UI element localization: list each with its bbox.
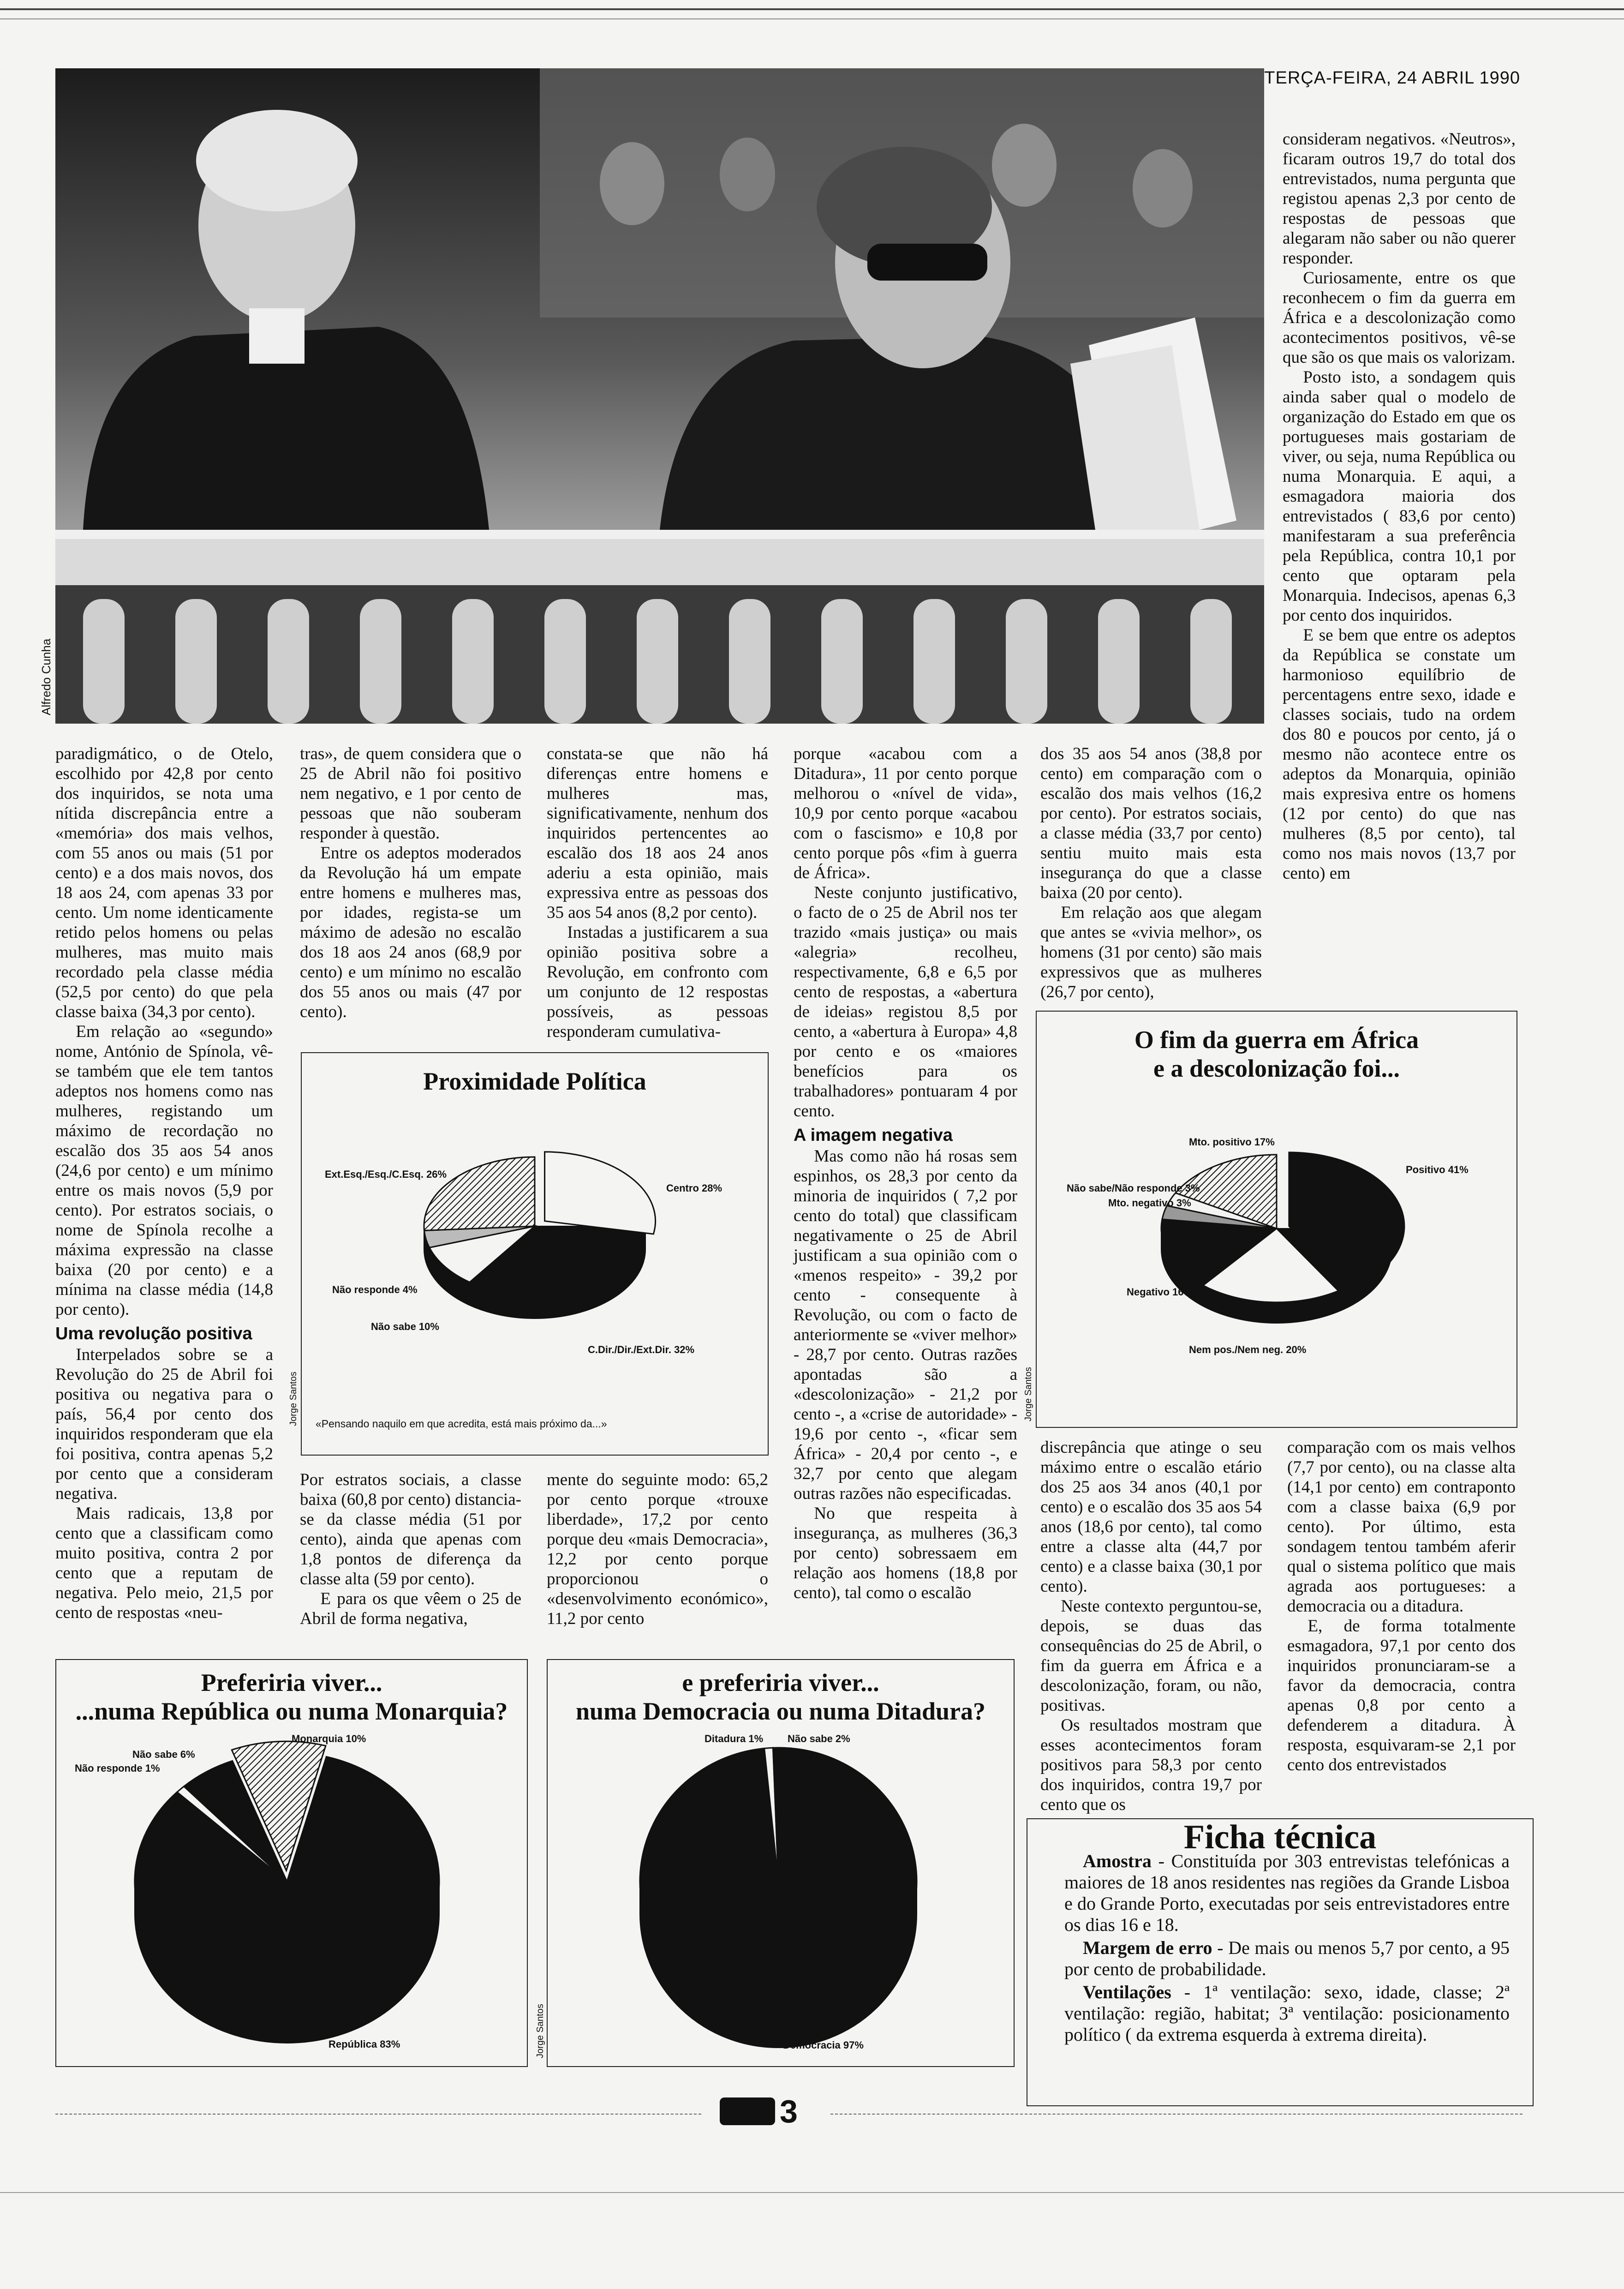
slice-label: Mto. negativo 3% <box>1108 1197 1191 1209</box>
paragraph: E se bem que entre os adeptos da República se constate um harmonioso equilíbrio de percentagens entre sexo, idade e classes sociais, tudo na ordem dos 80 e poucos por cento, já o mesmo não acontece entre os adeptos da Monarquia, opinião mais expresiva entre os homens (12 por cento) do que nas mulheres (8,5 por cento), tal como nos mais novos (13,7 por cento) em <box>1283 626 1516 883</box>
pie-chart <box>302 1104 768 1427</box>
column-3 <box>547 744 768 1042</box>
bottom-border <box>0 2192 1624 2193</box>
chart-credit: Jorge Santos <box>535 2004 545 2058</box>
section-heading: Uma revolução positiva <box>55 1324 252 1343</box>
slice-label: C.Dir./Dir./Ext.Dir. 32% <box>588 1344 695 1355</box>
paragraph: Entre os adeptos moderados da Revolução há um empate entre homens e mulheres mas, por idades, regista-se um máximo de adesão no escalão dos 18 aos 24 anos (68,9 por cento) e um mínimo no escalão dos 55 anos ou mais (47 por cento). <box>300 844 521 1021</box>
paragraph: Instadas a justificarem a sua opinião positiva sobre a Revolução, em confronto com um conjunto de 12 respostas possíveis, as pessoas responderam cumulativa- <box>547 923 768 1041</box>
column-4 <box>794 744 1017 1603</box>
slice-label: Ext.Esq./Esq./C.Esq. 26% <box>325 1168 447 1180</box>
paragraph: Mais radicais, 13,8 por cento que a classificam como muito positiva, contra 2 por cento que a reputam de negativa. Pelo meio, 21,5 por cento de respostas «neu- <box>55 1504 273 1622</box>
slice-label: Negativo 16% <box>1127 1286 1193 1298</box>
ficha-amostra <box>1064 1851 1510 1935</box>
page-date: TERÇA-FEIRA, 24 ABRIL 1990 <box>1264 68 1520 88</box>
photo-credit: Alfredo Cunha <box>39 638 53 715</box>
chart-proximidade-politica <box>301 1052 769 1456</box>
pie-slice <box>545 1152 656 1234</box>
chart-subtitle: numa Democracia ou numa Ditadura? <box>576 1697 985 1725</box>
paragraph: E, de forma totalmente esmagadora, 97,1 por cento dos inquiridos pronunciaram-se a favor da democracia, contra apenas 0,8 por cento a defenderem a ditadura. À resposta, esquivaram-se 2,1 por cento dos entrevistados <box>1287 1617 1516 1774</box>
paragraph: Neste conjunto justificativo, o facto de o 25 de Abril nos ter trazido «mais justiça» ou mais «alegria» recolheu, respectivamente, 6,8 e 6,5 por cento de respostas, a «abertura de ideias» registou 8,5 por cento, a «abertura à Europa» 4,8 por cento e os «maiores benefícios para os trabalhadores» pontuaram 4 por cento. <box>794 883 1017 1121</box>
chart-fim-guerra-africa <box>1036 1011 1517 1428</box>
section-heading: A imagem negativa <box>794 1126 953 1145</box>
slice-label: Não responde 4% <box>332 1284 418 1295</box>
column-5 <box>1040 744 1262 1002</box>
chart-credit: Jorge Santos <box>1023 1367 1033 1421</box>
chart-democracia-ditadura <box>547 1659 1015 2067</box>
paragraph: Mas como não há rosas sem espinhos, os 28,3 por cento da minoria de inquiridos ( 7,2 por cento do total) que classificam negativamente o 25 de Abril justificam a sua opinião com o «menos respeito» - 39,2 por cento - consequente à Revolução, ou com o facto de anteriormente se «viver melhor» - 28,7 por cento. Outras razões apontadas são a «descolonização» - 21,2 por cento -, a «crise de autoridade» - 19,6 por cento -, «ficar sem África» - 20,4 por cento -, e 32,7 por cento que alegam outras razões não especificadas. <box>794 1147 1017 1503</box>
photo-illustration <box>55 68 1264 724</box>
ficha-margem <box>1064 1937 1510 1980</box>
paragraph: mente do seguinte modo: 65,2 por cento porque «trouxe liberdade», 17,2 por cento porque deu «mais Democracia», 12,2 por cento porque proporcionou o «desenvolvimento económico», 11,2 por cento <box>547 1470 768 1628</box>
ficha-text: - De mais ou menos 5,7 por cento, a 95 por cento de probabilidade. <box>1064 1937 1510 1979</box>
paragraph: Posto isto, a sondagem quis ainda saber qual o modelo de organização do Estado em que os portugueses mais gostariam de viver, ou seja, numa República ou numa Monarquia. E aqui, a esmagadora maioria dos entrevistados ( 83,6 por cento) manifestaram a sua preferência pela República, contra 10,1 por cento que optaram pela Monarquia. Indecisos, apenas 6,3 por cento dos inquiridos. <box>1283 368 1516 625</box>
chart-credit: Jorge Santos <box>288 1372 299 1426</box>
top-border <box>0 8 1624 10</box>
slice-label: Ditadura 1% <box>705 1733 764 1744</box>
paragraph: constata-se que não há diferenças entre homens e mulheres mas, significativamente, nenhum dos inquiridos pertencentes ao escalão dos 18 aos 24 anos aderiu a esta opinião, mais expressiva entre as pessoas dos 35 aos 54 anos (8,2 por cento). <box>547 744 768 922</box>
column-1 <box>55 744 273 1623</box>
newspaper-logo <box>720 2097 775 2125</box>
slice-label: Não sabe 2% <box>788 1733 850 1744</box>
chart-caption: «Pensando naquilo em que acredita, está mais próximo da...» <box>316 1418 607 1430</box>
ficha-title: Ficha técnica <box>1183 1818 1377 1856</box>
slice-label: Democracia 97% <box>783 2039 864 2051</box>
ficha-label: Ventilações <box>1083 1982 1171 2002</box>
paragraph: E para os que vêem o 25 de Abril de forma negativa, <box>300 1589 521 1628</box>
slice-label: Mto. positivo 17% <box>1189 1136 1275 1148</box>
paragraph: consideram negativos. «Neutros», ficaram outros 19,7 do total dos entrevistados, numa pergunta que registou apenas 2,3 por cento de respostas de pessoas que alegaram não saber ou não querer responder. <box>1283 130 1516 268</box>
slice-label: República 83% <box>328 2038 400 2050</box>
ficha-ventilacoes <box>1064 1982 1510 2045</box>
paragraph: porque «acabou com a Ditadura», 11 por cento porque melhorou o «nível de vida», 10,9 por cento porque «acabou com o fascismo» e 10,8 por cento porque pôs «fim à guerra de África». <box>794 744 1017 882</box>
chart-title: O fim da guerra em África <box>1134 1026 1419 1054</box>
chart-title: Proximidade Política <box>423 1067 646 1095</box>
paragraph: tras», de quem considera que o 25 de Abril não foi positivo nem negativo, e 1 por cento de pessoas que não souberam responder à questão. <box>300 744 521 843</box>
chart-title: e preferiria viver... <box>682 1669 879 1696</box>
pie-chart <box>56 1729 527 2061</box>
chart-republica-monarquia <box>55 1659 528 2067</box>
paragraph: discrepância que atinge o seu máximo entre o escalão etário dos 25 aos 34 anos (40,1 por cento) e o escalão dos 35 aos 54 anos (18,6 por cento), tal como entre a classe alta (44,7 por cento) e a classe baixa (30,1 por cento). <box>1040 1438 1262 1596</box>
ficha-label: Margem de erro <box>1083 1937 1212 1958</box>
slice-label: Monarquia 10% <box>292 1733 366 1744</box>
paragraph: Em relação ao «segundo» nome, António de Spínola, vê-se também que ele tem tantos adeptos nos homens como nas mulheres, registando um máximo de recordação no escalão dos 35 aos 54 anos (24,6 por cento) e um mínimo entre os mais novos (5,9 por cento). Por estratos sociais, o nome de Spínola recolhe a máxima expressão na classe baixa (20 por cento) e a mínima na classe média (14,8 por cento). <box>55 1022 273 1319</box>
column-2-bottom <box>300 1470 521 1629</box>
paragraph: Interpelados sobre se a Revolução do 25 de Abril foi positiva ou negativa para o país, 56,4 por cento dos inquiridos responderam que ela foi positiva, contra apenas 5,2 por cento que a consideram negativa. <box>55 1345 273 1503</box>
ficha-text: - 1ª ventilação: sexo, idade, classe; 2ª ventilação: região, habitat; 3ª ventilação: posicionamento político ( da extrema esquerda à extrema direita). <box>1064 1982 1510 2045</box>
top-border-2 <box>0 18 1624 19</box>
ficha-text: - Constituída por 303 entrevistas telefónicas a maiores de 18 anos residentes nas regiões da Grande Lisboa e do Grande Porto, executadas por seis entrevistadores entre os dias 16 e 18. <box>1064 1851 1510 1935</box>
paragraph: Por estratos sociais, a classe baixa (60,8 por cento) distancia-se da classe média (51 por cento), ainda que apenas com 1,8 pontos de diferença da classe alta (59 por cento). <box>300 1470 521 1588</box>
paragraph: comparação com os mais velhos (7,7 por cento), ou na classe alta (14,1 por cento) em contraponto com a classe baixa (6,9 por cento). Por último, esta sondagem tentou também aferir qual o sistema político que mais agrada aos portugueses: a democracia ou a ditadura. <box>1287 1438 1516 1616</box>
paragraph: No que respeita à insegurança, as mulheres (36,3 por cento) sobressaem em relação aos homens (18,8 por cento), tal como o escalão <box>794 1504 1017 1602</box>
slice-label: Positivo 41% <box>1406 1164 1469 1175</box>
slice-label: Nem pos./Nem neg. 20% <box>1189 1344 1307 1355</box>
pie-chart <box>1037 1095 1517 1418</box>
column-3-bottom <box>547 1470 768 1629</box>
chart-title: Preferiria viver... <box>201 1669 382 1696</box>
slice-label: Centro 28% <box>666 1182 722 1194</box>
footer-rule <box>55 2114 701 2115</box>
paragraph: Curiosamente, entre os que reconhecem o fim da guerra em África e a descolonização como acontecimentos positivos, vê-se que são os que mais os valorizam. <box>1283 269 1516 367</box>
footer-rule <box>830 2114 1522 2115</box>
page-number: 3 <box>780 2093 798 2129</box>
slice-label: Não sabe/Não responde 3% <box>1067 1182 1200 1194</box>
chart-subtitle: e a descolonização foi... <box>1153 1055 1400 1082</box>
pie-slice <box>424 1157 535 1230</box>
slice-label: Não sabe 6% <box>132 1749 195 1760</box>
ficha-label: Amostra <box>1083 1851 1152 1871</box>
pie-chart <box>548 1729 1014 2061</box>
photo <box>55 68 1264 724</box>
paragraph: dos 35 aos 54 anos (38,8 por cento) em comparação com o escalão dos mais velhos (16,2 por cento). Por estratos sociais, a classe média (33,7 por cento) sentiu muito mais esta insegurança do que a classe baixa (20 por cento). <box>1040 744 1262 902</box>
chart-subtitle: ...numa República ou numa Monarquia? <box>75 1697 508 1725</box>
slice-label: Não sabe 10% <box>371 1321 439 1332</box>
column-6-bottom <box>1287 1438 1516 1775</box>
column-2 <box>300 744 521 1022</box>
paragraph: Neste contexto perguntou-se, depois, se duas das consequências do 25 de Abril, o fim da guerra em África e a descolonização, foram, ou não, positivas. <box>1040 1597 1262 1715</box>
ficha-tecnica <box>1027 1818 1534 2106</box>
column-6 <box>1283 129 1516 883</box>
column-5-bottom <box>1040 1438 1262 1815</box>
paragraph: Os resultados mostram que esses acontecimentos foram positivos para 58,3 por cento dos inquiridos, contra 19,7 por cento que os <box>1040 1716 1262 1814</box>
paragraph: paradigmático, o de Otelo, escolhido por 42,8 por cento dos inquiridos, se nota uma nítida discrepância entre a «memória» dos mais velhos, com 55 anos ou mais (51 por cento) e a dos mais novos, dos 18 aos 24, com apenas 33 por cento. Um nome identicamente retido pelos homens ou pelas mulheres, mas muito mais recordado pela classe média (52,5 por cento) do que pela classe baixa (34,3 por cento). <box>55 744 273 1021</box>
paragraph: Em relação aos que alegam que antes se «vivia melhor», os homens (31 por cento) são mais expressivos que as mulheres (26,7 por cento), <box>1040 903 1262 1001</box>
slice-label: Não responde 1% <box>75 1762 160 1774</box>
